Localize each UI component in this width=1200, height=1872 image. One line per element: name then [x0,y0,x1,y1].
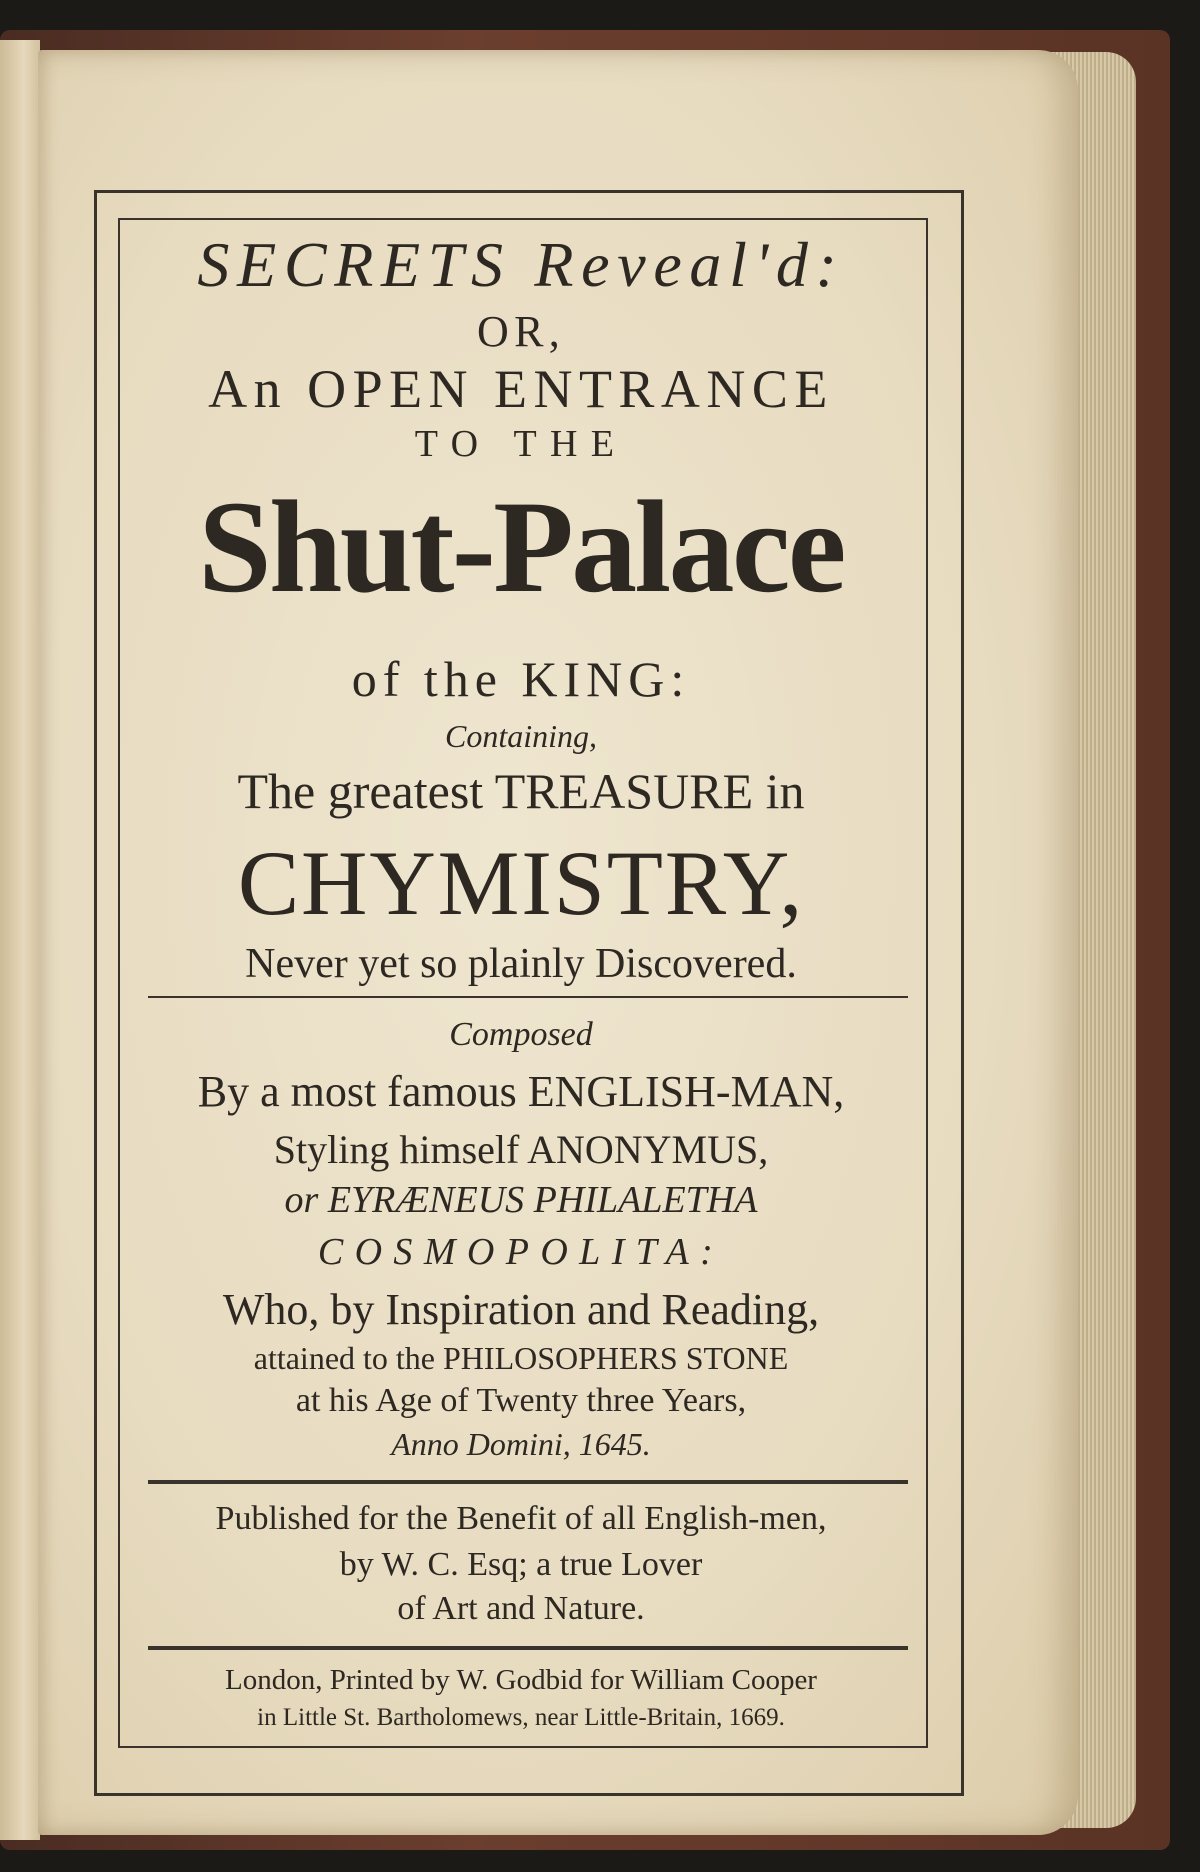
title-never-yet-discovered: Never yet so plainly Discovered. [245,941,797,987]
author-line-4: COSMOPOLITA: [317,1231,725,1273]
title-secrets-revealed: SECRETS Reveal'd: [197,229,845,300]
title-open-entrance: An OPEN ENTRANCE [208,359,834,419]
title-greatest-treasure: The greatest TREASURE in [237,763,805,819]
published-line-1: Published for the Benefit of all English-men, [215,1500,827,1537]
author-line-8: Anno Domini, 1645. [391,1426,651,1462]
imprint-line-2: in Little St. Bartholomews, near Little-Britain, 1669. [257,1704,785,1731]
imprint-line-1: London, Printed by W. Godbid for William Cooper [225,1664,817,1696]
rule-2 [148,1480,908,1484]
facing-page-edge [0,40,40,1840]
title-chymistry: CHYMISTRY, [237,832,805,934]
author-line-2: Styling himself ANONYMUS, [273,1127,769,1172]
rule-1 [148,996,908,998]
title-of-the-king: of the KING: [351,651,691,707]
title-or: OR, [477,307,565,356]
author-line-5: Who, by Inspiration and Reading, [222,1285,820,1334]
title-page [38,50,1078,1835]
author-line-1: By a most famous ENGLISH-MAN, [197,1067,845,1116]
title-containing: Containing, [444,718,597,754]
published-line-2: by W. C. Esq; a true Lover [339,1546,703,1583]
title-to-the: TO THE [414,423,628,465]
composed-label: Composed [449,1016,593,1053]
rule-3 [148,1646,908,1650]
published-line-3: of Art and Nature. [397,1590,645,1627]
author-line-7: at his Age of Twenty three Years, [295,1382,747,1419]
title-shut-palace: Shut-Palace [198,473,844,620]
author-line-3: or EYRÆNEUS PHILALETHA [284,1179,758,1221]
author-line-6: attained to the PHILOSOPHERS STONE [253,1340,789,1376]
